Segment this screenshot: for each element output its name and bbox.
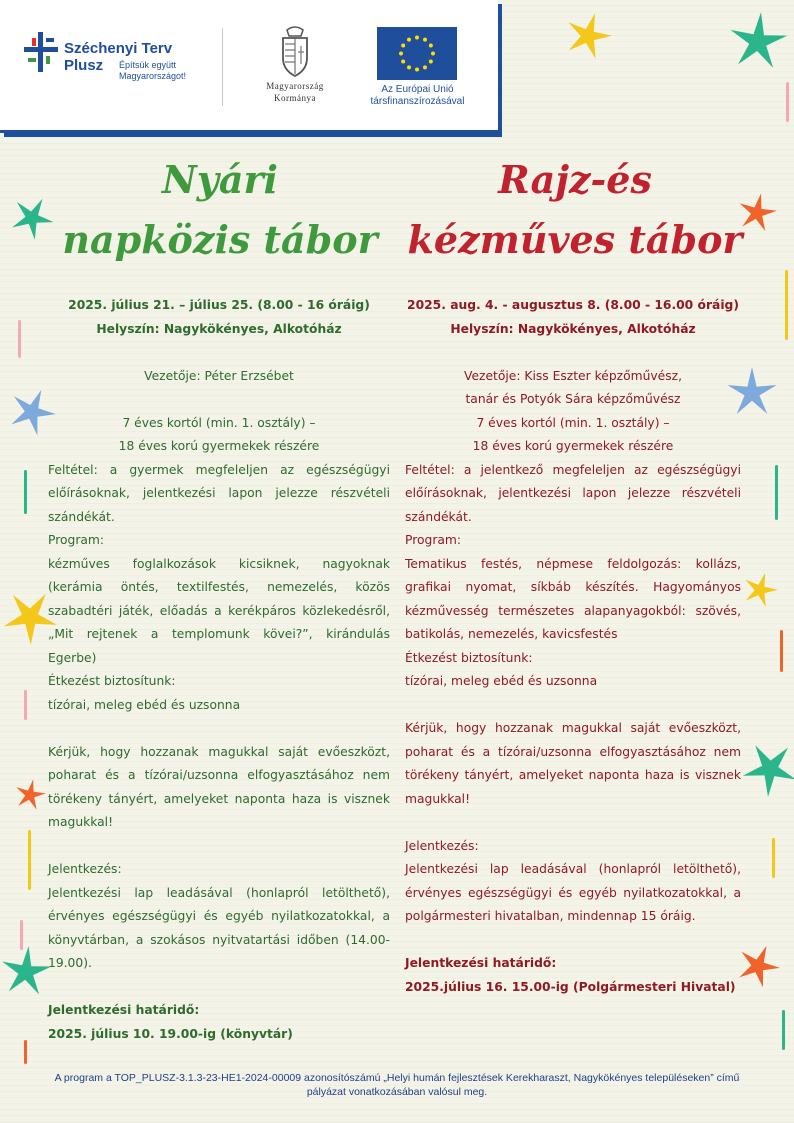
left-title-line2: napközis tábor (62, 217, 378, 262)
star-teal-top-icon (726, 10, 790, 74)
szechenyi-tagline: Építsük együtt Magyarországot! (119, 60, 187, 81)
brush-dash (782, 1010, 785, 1050)
right-title-line1: Rajz-és (498, 157, 652, 202)
logo-panel (0, 0, 498, 133)
coat-of-arms-icon (275, 24, 315, 78)
logo-divider (222, 28, 223, 106)
brush-dash (24, 1040, 27, 1064)
brush-dash (18, 320, 21, 358)
kormany-line2: Kormánya (274, 93, 316, 103)
brush-dash (20, 920, 23, 950)
right-age2: 18 éves korú gyermekek részére (472, 439, 674, 453)
brush-dash (28, 830, 31, 890)
left-condition: Feltétel: a gyermek megfeleljen az egészségügyi előírásoknak, jelentkezési lapon jelezze részvételi szándékát. (48, 462, 390, 524)
szechenyi-plus: Plusz (64, 57, 104, 74)
brush-dash (24, 690, 27, 720)
right-meals-text: tízórai, meleg ebéd és uzsonna (405, 674, 598, 688)
eu-text: Az Európai Unió társfinanszírozásával (370, 84, 465, 107)
right-deadline-label: Jelentkezési határidő: (405, 956, 557, 970)
star-orange-left-icon (12, 777, 48, 813)
star-blue-right-icon (724, 365, 780, 421)
left-title (40, 150, 400, 270)
star-orange-bottom-icon (734, 942, 782, 990)
left-apply-text: Jelentkezési lap leadásával (honlapról letölthető), érvényes egészségügyi és egyéb nyilatkozatokkal, a könyvtárban, a szokásos nyitvatartási időben (14.00-19.00). (48, 885, 390, 970)
brush-dash (786, 82, 789, 122)
eu-flag-icon (377, 27, 457, 80)
star-teal-left-icon (8, 194, 56, 242)
eu-logo (360, 24, 480, 114)
right-location: Helyszín: Nagykökényes, Alkotóház (450, 321, 696, 336)
star-orange-right-icon (735, 191, 779, 235)
kormany-logo (240, 24, 350, 114)
right-leader2: tanár és Potyók Sára képzőművész (465, 392, 681, 406)
right-condition: Feltétel: a jelentkező megfeleljen az egészségügyi előírásoknak, jelentkezési lapon jelezze részvételi szándékát. (405, 462, 741, 524)
szechenyi-cross-icon (24, 32, 60, 72)
right-apply-text: Jelentkezési lap leadásával (honlapról letölthető), érvényes egészségügyi és egyéb nyilatkozatokkal, a polgármesteri hivatalban, mindennap 15 óráig. (405, 862, 741, 923)
star-yellow-left-icon (0, 587, 60, 647)
left-meals-label: Étkezést biztosítunk: (48, 674, 176, 688)
right-title-line2: kézműves tábor (407, 217, 743, 262)
left-deadline-label: Jelentkezési határidő: (48, 1003, 200, 1017)
brush-dash (772, 838, 775, 878)
right-age1: 7 éves kortól (min. 1. osztály) – (476, 415, 670, 430)
left-meals-text: tízórai, meleg ebéd és uzsonna (48, 697, 241, 712)
brush-dash (775, 465, 778, 520)
right-request: Kérjük, hogy hozzanak magukkal saját evőeszközt, poharat és a tízórai/uzsonna elfogyasztásához nem törékeny tányért, amelyeket naponta haza is visznek magukkal! (405, 721, 741, 806)
left-location: Helyszín: Nagykökényes, Alkotóház (96, 321, 342, 336)
left-request: Kérjük, hogy hozzanak magukkal saját evőeszközt, poharat és a tízórai/uzsonna elfogyasztásához nem törékeny tányért, amelyeket naponta haza is visznek magukkal! (48, 744, 390, 829)
right-title (400, 150, 750, 270)
right-apply-label: Jelentkezés: (405, 838, 479, 853)
right-program-text: Tematikus festés, népmese feldolgozás: kollázs, grafikai nyomat, síkbáb készítés. Hagyományos kézművesség természetes alapanyagokból: szövés, batikolás, nemezelés, kavicsfestés (405, 556, 741, 641)
szechenyi-title: Széchenyi Terv (64, 40, 173, 57)
right-meals-label: Étkezést biztosítunk: (405, 650, 533, 665)
star-teal-bottom-icon (0, 944, 54, 1000)
right-deadline-text: 2025.július 16. 15.00-ig (Polgármesteri Hivatal) (405, 979, 736, 994)
footer-note: A program a TOP_PLUSZ-3.1.3-23-HE1-2024-00009 azonosítószámú „Helyi humán fejlesztések Kerekharaszt, Nagykökényes településeken” című pályázat vonatkozásában valósul meg. (54, 1072, 740, 1098)
right-program-label: Program: (405, 533, 462, 547)
brush-dash (24, 470, 27, 514)
star-teal-right-icon (740, 739, 794, 799)
left-dates: 2025. július 21. – július 25. (8.00 - 16 óráig) (68, 298, 370, 312)
star-yellow-top-icon (562, 10, 614, 62)
star-blue-left-icon (6, 386, 58, 438)
left-age1: 7 éves kortól (min. 1. osztály) – (122, 415, 316, 430)
left-program-label: Program: (48, 533, 105, 547)
left-apply-label: Jelentkezés: (48, 862, 122, 876)
brush-dash (780, 630, 783, 672)
right-leader1: Vezetője: Kiss Eszter képzőművész, (463, 368, 683, 383)
left-leader: Vezetője: Péter Erzsébet (144, 368, 294, 383)
left-title-line1: Nyári (162, 157, 278, 202)
left-deadline-text: 2025. július 10. 19.00-ig (könyvtár) (48, 1026, 293, 1041)
kormany-text (240, 80, 350, 104)
left-age2: 18 éves korú gyermekek részére (118, 439, 320, 453)
brush-dash (785, 270, 788, 340)
right-dates: 2025. aug. 4. - augusztus 8. (8.00 - 16.00 óráig) (407, 298, 739, 312)
szechenyi-logo (24, 30, 204, 110)
left-column (48, 294, 390, 1046)
right-column (405, 294, 741, 999)
kormany-line1: Magyarország (266, 81, 324, 91)
left-program-text: kézműves foglalkozások kicsiknek, nagyoknak (kerámia öntés, textilfestés, nemezelés, közös szabadtéri játék, előadás a kerékpáros közlekedésről, „Mit rejtenek a templomunk kövei?”, kirándulás Egerbe) (48, 556, 390, 665)
star-yellow-right-icon (740, 570, 780, 610)
